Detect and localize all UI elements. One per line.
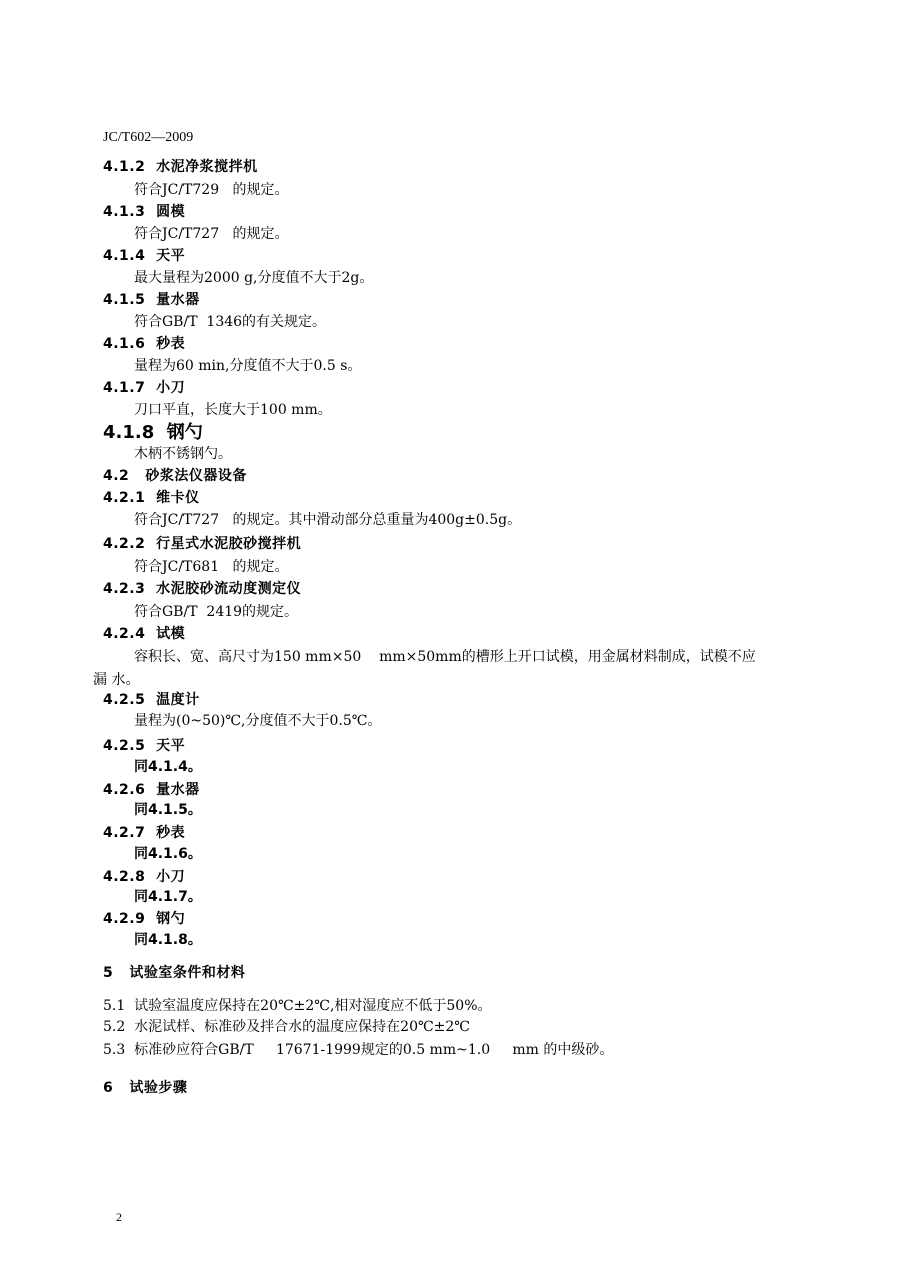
section-heading: 4.1.5 量水器 <box>103 292 200 308</box>
body-text: 同4.1.7。 <box>134 889 202 905</box>
section-heading: 4.2.3 水泥胶砂流动度测定仪 <box>103 581 302 597</box>
body-text: 5.2 水泥试样、标准砂及拌合水的温度应保持在20℃±2℃ <box>103 1019 470 1035</box>
body-text: 符合JC/T727 的规定。其中滑动部分总重量为400g±0.5g。 <box>134 512 522 528</box>
section-heading: 4.2 砂浆法仪器设备 <box>103 468 247 484</box>
chapter-heading: 6 试验步骤 <box>103 1080 188 1096</box>
body-text: 同4.1.8。 <box>134 932 202 948</box>
section-heading: 4.2.2 行星式水泥胶砂搅拌机 <box>103 536 302 552</box>
body-text: 符合JC/T729 的规定。 <box>134 182 289 198</box>
body-text: 同4.1.4。 <box>134 759 202 775</box>
section-heading: 4.1.2 水泥净浆搅拌机 <box>103 159 258 175</box>
body-text: 5.3 标准砂应符合GB/T 17671-1999规定的0.5 mm~1.0 mm 的中级砂。 <box>103 1042 614 1058</box>
body-text: 符合JC/T681 的规定。 <box>134 559 289 575</box>
section-heading: 4.1.6 秒表 <box>103 336 186 352</box>
section-heading: 4.2.5 天平 <box>103 738 186 754</box>
section-heading: 4.2.9 钢勺 <box>103 911 186 927</box>
section-heading: 4.1.8 钢勺 <box>103 422 203 443</box>
body-text: 木柄不锈钢勺。 <box>134 446 232 462</box>
body-text: 容积长、宽、高尺寸为150 mm×50 mm×50mm的槽形上开口试模，用金属材料制成，试模不应 <box>134 649 756 665</box>
body-text: 刀口平直，长度大于100 mm。 <box>134 402 332 418</box>
body-text: 符合GB/T 2419的规定。 <box>134 604 299 620</box>
body-text: 量程为60 min,分度值不大于0.5 s。 <box>134 358 362 374</box>
section-heading: 4.2.6 量水器 <box>103 782 200 798</box>
running-header: JC/T602—2009 <box>103 130 194 145</box>
section-heading: 4.2.4 试模 <box>103 626 186 642</box>
body-text: 最大量程为2000 g,分度值不大于2g。 <box>134 270 374 286</box>
page-number: 2 <box>116 1210 122 1224</box>
section-heading: 4.1.3 圆模 <box>103 204 186 220</box>
body-text: 符合JC/T727 的规定。 <box>134 226 289 242</box>
body-text: 同4.1.5。 <box>134 802 202 818</box>
body-text: 漏 水。 <box>93 672 140 688</box>
section-heading: 4.2.8 小刀 <box>103 869 186 885</box>
section-heading: 4.1.4 天平 <box>103 248 186 264</box>
chapter-heading: 5 试验室条件和材料 <box>103 965 246 981</box>
body-text: 符合GB/T 1346的有关规定。 <box>134 314 327 330</box>
body-text: 量程为(0~50)℃,分度值不大于0.5℃。 <box>134 713 382 729</box>
body-text: 同4.1.6。 <box>134 846 202 862</box>
section-heading: 4.2.1 维卡仪 <box>103 490 200 506</box>
section-heading: 4.2.7 秒表 <box>103 825 186 841</box>
section-heading: 4.1.7 小刀 <box>103 380 186 396</box>
section-heading: 4.2.5 温度计 <box>103 692 200 708</box>
body-text: 5.1 试验室温度应保持在20℃±2℃,相对湿度应不低于50%。 <box>103 998 492 1014</box>
